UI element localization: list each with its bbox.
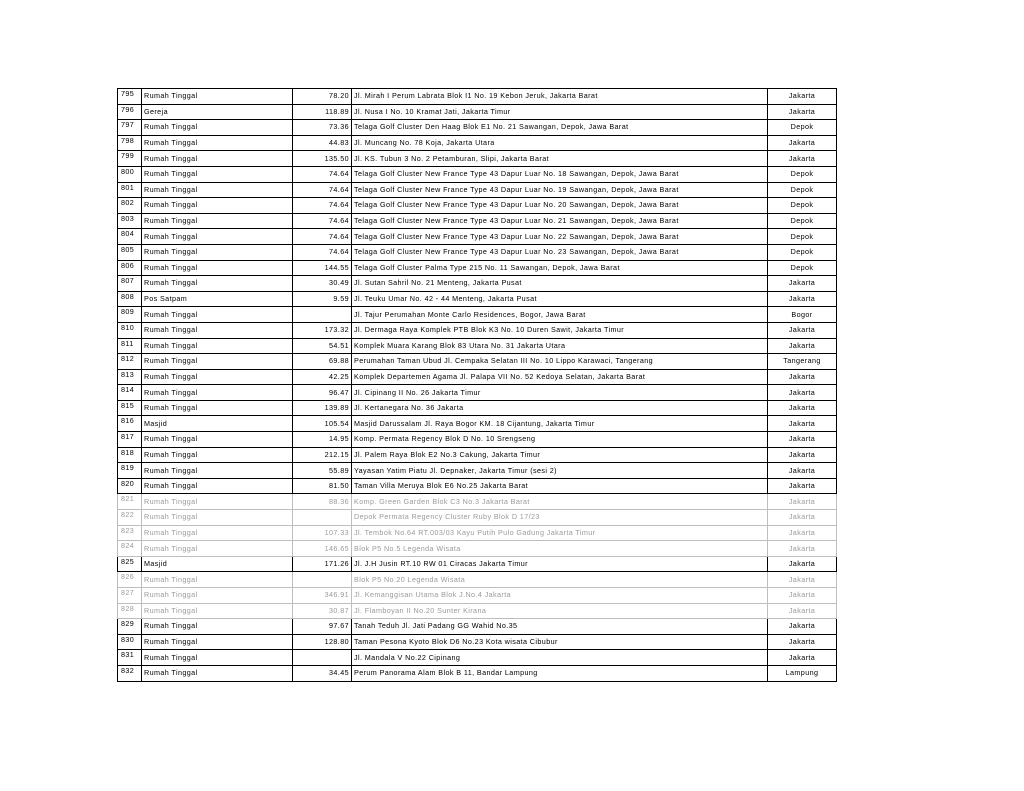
building-type-cell: Rumah Tinggal [142, 198, 293, 214]
area-value-cell: 107.33 [293, 525, 352, 541]
table-row [118, 89, 837, 105]
address-cell: Blok P5 No.5 Legenda Wisata [352, 541, 768, 557]
city-cell: Depok [768, 244, 837, 260]
table-row [118, 151, 837, 167]
row-number-cell: 819 [118, 463, 142, 479]
table-row [118, 541, 837, 557]
city-cell: Jakarta [768, 276, 837, 292]
row-number-cell: 824 [118, 541, 142, 557]
table-row [118, 291, 837, 307]
area-value-cell: 96.47 [293, 385, 352, 401]
row-number-cell: 809 [118, 307, 142, 323]
area-value-cell: 97.67 [293, 619, 352, 635]
row-number-cell: 814 [118, 385, 142, 401]
row-number-cell: 803 [118, 213, 142, 229]
city-cell: Jakarta [768, 432, 837, 448]
building-type-cell: Rumah Tinggal [142, 510, 293, 526]
area-value-cell: 144.55 [293, 260, 352, 276]
area-value-cell: 212.15 [293, 447, 352, 463]
address-cell: Telaga Golf Cluster New France Type 43 Dapur Luar No. 23 Sawangan, Depok, Jawa Barat [352, 244, 768, 260]
building-type-cell: Rumah Tinggal [142, 260, 293, 276]
address-cell: Telaga Golf Cluster New France Type 43 Dapur Luar No. 18 Sawangan, Depok, Jawa Barat [352, 166, 768, 182]
table-row [118, 478, 837, 494]
city-cell: Jakarta [768, 588, 837, 604]
area-value-cell: 139.89 [293, 400, 352, 416]
address-cell: Komp. Permata Regency Blok D No. 10 Srengseng [352, 432, 768, 448]
row-number-cell: 805 [118, 244, 142, 260]
area-value-cell: 73.36 [293, 120, 352, 136]
address-cell: Perumahan Taman Ubud Jl. Cempaka Selatan III No. 10 Lippo Karawaci, Tangerang [352, 354, 768, 370]
building-type-cell: Rumah Tinggal [142, 322, 293, 338]
table-row [118, 432, 837, 448]
area-value-cell [293, 307, 352, 323]
area-value-cell: 44.83 [293, 135, 352, 151]
area-value-cell: 88.36 [293, 494, 352, 510]
area-value-cell: 74.64 [293, 182, 352, 198]
city-cell: Jakarta [768, 478, 837, 494]
address-cell: Depok Permata Regency Cluster Ruby Blok D 17/23 [352, 510, 768, 526]
building-type-cell: Rumah Tinggal [142, 634, 293, 650]
row-number-cell: 820 [118, 478, 142, 494]
row-number-cell: 821 [118, 494, 142, 510]
area-value-cell [293, 572, 352, 588]
address-cell: Jl. Cipinang II No. 26 Jakarta Timur [352, 385, 768, 401]
city-cell: Jakarta [768, 400, 837, 416]
table-row [118, 166, 837, 182]
city-cell: Jakarta [768, 447, 837, 463]
city-cell: Depok [768, 229, 837, 245]
table-row [118, 634, 837, 650]
table-row [118, 510, 837, 526]
row-number-cell: 799 [118, 151, 142, 167]
address-cell: Yayasan Yatim Piatu Jl. Depnaker, Jakarta Timur (sesi 2) [352, 463, 768, 479]
address-cell: Telaga Golf Cluster New France Type 43 Dapur Luar No. 19 Sawangan, Depok, Jawa Barat [352, 182, 768, 198]
area-value-cell [293, 650, 352, 666]
table-row [118, 229, 837, 245]
building-type-cell: Gereja [142, 104, 293, 120]
area-value-cell: 34.45 [293, 665, 352, 681]
area-value-cell: 128.80 [293, 634, 352, 650]
address-cell: Jl. Teuku Umar No. 42 - 44 Menteng, Jakarta Pusat [352, 291, 768, 307]
area-value-cell [293, 510, 352, 526]
building-type-cell: Rumah Tinggal [142, 494, 293, 510]
address-cell: Blok P5 No.20 Legenda Wisata [352, 572, 768, 588]
table-row [118, 276, 837, 292]
row-number-cell: 795 [118, 89, 142, 105]
city-cell: Jakarta [768, 322, 837, 338]
city-cell: Jakarta [768, 291, 837, 307]
city-cell: Jakarta [768, 525, 837, 541]
address-cell: Komp. Green Garden Blok C3 No.3 Jakarta Barat [352, 494, 768, 510]
table-row [118, 416, 837, 432]
table-row [118, 213, 837, 229]
building-type-cell: Rumah Tinggal [142, 135, 293, 151]
row-number-cell: 831 [118, 650, 142, 666]
area-value-cell: 55.89 [293, 463, 352, 479]
city-cell: Jakarta [768, 619, 837, 635]
building-type-cell: Pos Satpam [142, 291, 293, 307]
row-number-cell: 829 [118, 619, 142, 635]
building-type-cell: Rumah Tinggal [142, 307, 293, 323]
address-cell: Jl. Nusa I No. 10 Kramat Jati, Jakarta Timur [352, 104, 768, 120]
building-type-cell: Rumah Tinggal [142, 478, 293, 494]
table-row [118, 603, 837, 619]
table-row [118, 354, 837, 370]
building-type-cell: Rumah Tinggal [142, 603, 293, 619]
city-cell: Jakarta [768, 416, 837, 432]
row-number-cell: 830 [118, 634, 142, 650]
row-number-cell: 822 [118, 510, 142, 526]
project-table-sheet [117, 88, 836, 682]
city-cell: Jakarta [768, 572, 837, 588]
row-number-cell: 823 [118, 525, 142, 541]
table-row [118, 650, 837, 666]
building-type-cell: Rumah Tinggal [142, 463, 293, 479]
row-number-cell: 804 [118, 229, 142, 245]
table-row [118, 198, 837, 214]
city-cell: Jakarta [768, 494, 837, 510]
building-type-cell: Rumah Tinggal [142, 541, 293, 557]
city-cell: Depok [768, 213, 837, 229]
area-value-cell: 171.26 [293, 556, 352, 572]
city-cell: Depok [768, 198, 837, 214]
building-type-cell: Rumah Tinggal [142, 665, 293, 681]
table-row [118, 104, 837, 120]
city-cell: Jakarta [768, 338, 837, 354]
address-cell: Komplek Muara Karang Blok 83 Utara No. 31 Jakarta Utara [352, 338, 768, 354]
building-type-cell: Rumah Tinggal [142, 151, 293, 167]
table-row [118, 135, 837, 151]
building-type-cell: Rumah Tinggal [142, 525, 293, 541]
city-cell: Jakarta [768, 510, 837, 526]
address-cell: Telaga Golf Cluster New France Type 43 Dapur Luar No. 20 Sawangan, Depok, Jawa Barat [352, 198, 768, 214]
address-cell: Telaga Golf Cluster Den Haag Blok E1 No. 21 Sawangan, Depok, Jawa Barat [352, 120, 768, 136]
area-value-cell: 54.51 [293, 338, 352, 354]
area-value-cell: 69.88 [293, 354, 352, 370]
table-row [118, 244, 837, 260]
address-cell: Jl. Muncang No. 78 Koja, Jakarta Utara [352, 135, 768, 151]
row-number-cell: 808 [118, 291, 142, 307]
table-row [118, 463, 837, 479]
address-cell: Jl. Dermaga Raya Komplek PTB Blok K3 No. 10 Duren Sawit, Jakarta Timur [352, 322, 768, 338]
city-cell: Jakarta [768, 369, 837, 385]
city-cell: Depok [768, 182, 837, 198]
city-cell: Bogor [768, 307, 837, 323]
row-number-cell: 817 [118, 432, 142, 448]
building-type-cell: Rumah Tinggal [142, 650, 293, 666]
city-cell: Jakarta [768, 556, 837, 572]
city-cell: Depok [768, 260, 837, 276]
area-value-cell: 105.54 [293, 416, 352, 432]
city-cell: Jakarta [768, 463, 837, 479]
area-value-cell: 81.50 [293, 478, 352, 494]
row-number-cell: 798 [118, 135, 142, 151]
building-type-cell: Rumah Tinggal [142, 338, 293, 354]
building-type-cell: Rumah Tinggal [142, 572, 293, 588]
row-number-cell: 807 [118, 276, 142, 292]
row-number-cell: 801 [118, 182, 142, 198]
building-type-cell: Rumah Tinggal [142, 120, 293, 136]
building-type-cell: Rumah Tinggal [142, 276, 293, 292]
table-row [118, 260, 837, 276]
building-type-cell: Masjid [142, 556, 293, 572]
area-value-cell: 42.25 [293, 369, 352, 385]
address-cell: Jl. J.H Jusin RT.10 RW 01 Ciracas Jakarta Timur [352, 556, 768, 572]
row-number-cell: 825 [118, 556, 142, 572]
city-cell: Tangerang [768, 354, 837, 370]
city-cell: Jakarta [768, 135, 837, 151]
table-row [118, 400, 837, 416]
project-table [117, 88, 837, 682]
table-row [118, 588, 837, 604]
building-type-cell: Rumah Tinggal [142, 447, 293, 463]
building-type-cell: Rumah Tinggal [142, 588, 293, 604]
row-number-cell: 827 [118, 588, 142, 604]
address-cell: Jl. Flamboyan II No.20 Sunter Kirana [352, 603, 768, 619]
address-cell: Taman Villa Meruya Blok E6 No.25 Jakarta Barat [352, 478, 768, 494]
city-cell: Jakarta [768, 541, 837, 557]
table-row [118, 182, 837, 198]
address-cell: Jl. Sutan Sahril No. 21 Menteng, Jakarta Pusat [352, 276, 768, 292]
area-value-cell: 9.59 [293, 291, 352, 307]
row-number-cell: 812 [118, 354, 142, 370]
address-cell: Jl. Palem Raya Blok E2 No.3 Cakung, Jakarta Timur [352, 447, 768, 463]
city-cell: Jakarta [768, 104, 837, 120]
address-cell: Jl. Kertanegara No. 36 Jakarta [352, 400, 768, 416]
city-cell: Depok [768, 166, 837, 182]
city-cell: Jakarta [768, 151, 837, 167]
building-type-cell: Rumah Tinggal [142, 244, 293, 260]
row-number-cell: 813 [118, 369, 142, 385]
row-number-cell: 832 [118, 665, 142, 681]
area-value-cell: 74.64 [293, 244, 352, 260]
area-value-cell: 173.32 [293, 322, 352, 338]
row-number-cell: 811 [118, 338, 142, 354]
address-cell: Jl. Tembok No.64 RT.003/03 Kayu Putih Pulo Gadung Jakarta Timur [352, 525, 768, 541]
row-number-cell: 826 [118, 572, 142, 588]
area-value-cell: 30.87 [293, 603, 352, 619]
building-type-cell: Rumah Tinggal [142, 213, 293, 229]
row-number-cell: 796 [118, 104, 142, 120]
area-value-cell: 74.64 [293, 198, 352, 214]
table-row [118, 619, 837, 635]
building-type-cell: Rumah Tinggal [142, 385, 293, 401]
row-number-cell: 797 [118, 120, 142, 136]
table-row [118, 525, 837, 541]
row-number-cell: 802 [118, 198, 142, 214]
building-type-cell: Rumah Tinggal [142, 166, 293, 182]
city-cell: Lampung [768, 665, 837, 681]
table-row [118, 572, 837, 588]
table-row [118, 665, 837, 681]
table-body [118, 89, 837, 682]
area-value-cell: 30.49 [293, 276, 352, 292]
table-row [118, 494, 837, 510]
table-row [118, 556, 837, 572]
building-type-cell: Rumah Tinggal [142, 229, 293, 245]
row-number-cell: 800 [118, 166, 142, 182]
city-cell: Jakarta [768, 385, 837, 401]
area-value-cell: 74.64 [293, 213, 352, 229]
area-value-cell: 78.20 [293, 89, 352, 105]
building-type-cell: Rumah Tinggal [142, 354, 293, 370]
area-value-cell: 74.64 [293, 229, 352, 245]
building-type-cell: Masjid [142, 416, 293, 432]
area-value-cell: 146.65 [293, 541, 352, 557]
row-number-cell: 810 [118, 322, 142, 338]
address-cell: Jl. Mandala V No.22 Cipinang [352, 650, 768, 666]
city-cell: Jakarta [768, 89, 837, 105]
address-cell: Perum Panorama Alam Blok B 11, Bandar Lampung [352, 665, 768, 681]
area-value-cell: 14.95 [293, 432, 352, 448]
address-cell: Telaga Golf Cluster New France Type 43 Dapur Luar No. 22 Sawangan, Depok, Jawa Barat [352, 229, 768, 245]
table-row [118, 385, 837, 401]
area-value-cell: 74.64 [293, 166, 352, 182]
row-number-cell: 828 [118, 603, 142, 619]
address-cell: Jl. Kemanggisan Utama Blok J.No.4 Jakarta [352, 588, 768, 604]
address-cell: Jl. KS. Tubun 3 No. 2 Petamburan, Slipi, Jakarta Barat [352, 151, 768, 167]
address-cell: Jl. Mirah I Perum Labrata Blok I1 No. 19 Kebon Jeruk, Jakarta Barat [352, 89, 768, 105]
table-row [118, 369, 837, 385]
table-row [118, 307, 837, 323]
row-number-cell: 818 [118, 447, 142, 463]
row-number-cell: 806 [118, 260, 142, 276]
area-value-cell: 346.91 [293, 588, 352, 604]
building-type-cell: Rumah Tinggal [142, 182, 293, 198]
table-row [118, 338, 837, 354]
building-type-cell: Rumah Tinggal [142, 619, 293, 635]
address-cell: Komplek Departemen Agama Jl. Palapa VII No. 52 Kedoya Selatan, Jakarta Barat [352, 369, 768, 385]
building-type-cell: Rumah Tinggal [142, 369, 293, 385]
address-cell: Masjid Darussalam Jl. Raya Bogor KM. 18 Cijantung, Jakarta Timur [352, 416, 768, 432]
city-cell: Jakarta [768, 603, 837, 619]
table-row [118, 447, 837, 463]
row-number-cell: 816 [118, 416, 142, 432]
area-value-cell: 118.89 [293, 104, 352, 120]
table-row [118, 322, 837, 338]
address-cell: Telaga Golf Cluster Palma Type 215 No. 11 Sawangan, Depok, Jawa Barat [352, 260, 768, 276]
city-cell: Jakarta [768, 634, 837, 650]
row-number-cell: 815 [118, 400, 142, 416]
building-type-cell: Rumah Tinggal [142, 89, 293, 105]
address-cell: Jl. Tajur Perumahan Monte Carlo Residences, Bogor, Jawa Barat [352, 307, 768, 323]
address-cell: Taman Pesona Kyoto Blok D6 No.23 Kota wisata Cibubur [352, 634, 768, 650]
address-cell: Telaga Golf Cluster New France Type 43 Dapur Luar No. 21 Sawangan, Depok, Jawa Barat [352, 213, 768, 229]
building-type-cell: Rumah Tinggal [142, 400, 293, 416]
table-row [118, 120, 837, 136]
city-cell: Jakarta [768, 650, 837, 666]
address-cell: Tanah Teduh Jl. Jati Padang GG Wahid No.35 [352, 619, 768, 635]
area-value-cell: 135.50 [293, 151, 352, 167]
city-cell: Depok [768, 120, 837, 136]
building-type-cell: Rumah Tinggal [142, 432, 293, 448]
